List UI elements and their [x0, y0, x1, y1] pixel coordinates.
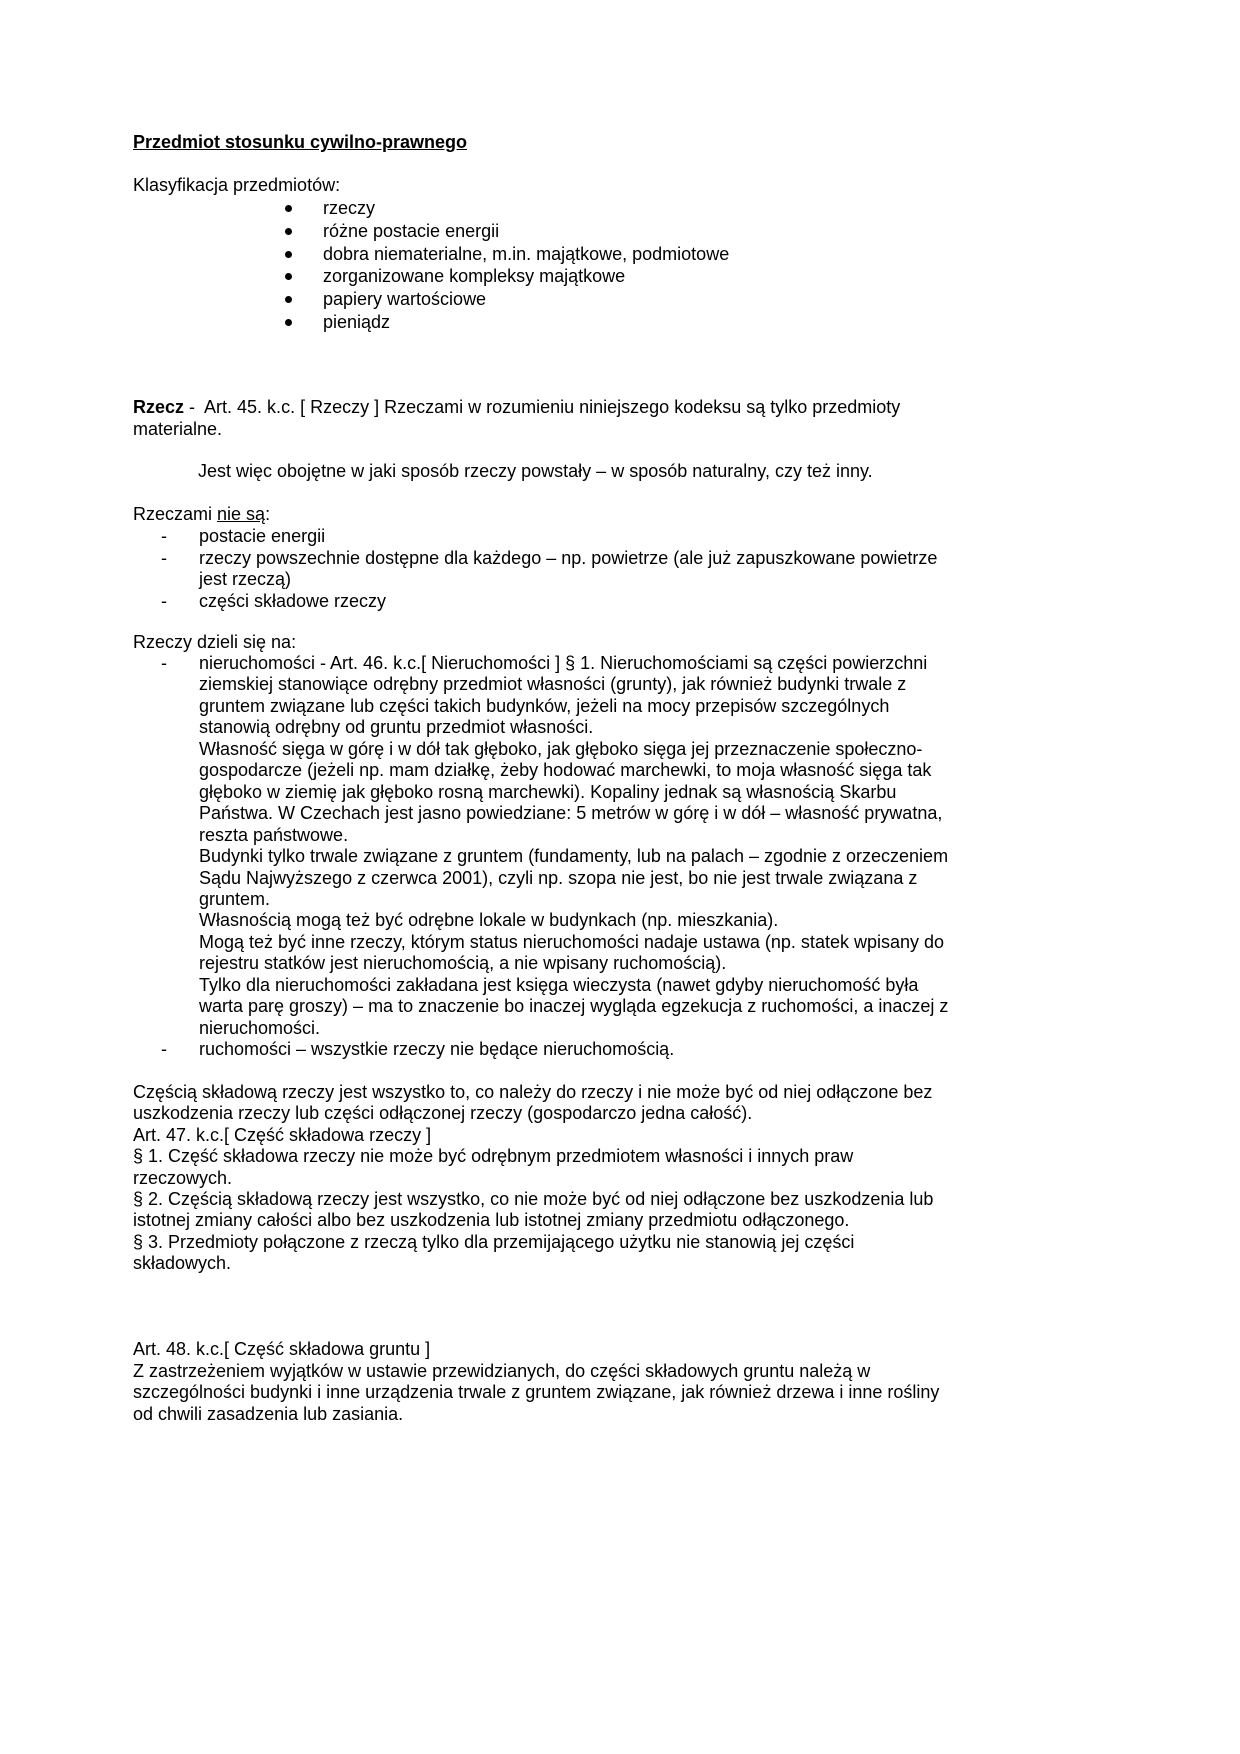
list-item-line: jest rzeczą): [199, 569, 292, 590]
rzecz-note: Jest więc obojętne w jaki sposób rzeczy powstały – w sposób naturalny, czy też inny.: [198, 461, 873, 481]
list-item-text: rzeczy: [323, 198, 376, 218]
paragraph-line: Art. 48. k.c.[ Część składowa gruntu ]: [133, 1339, 431, 1359]
list-item-line: części składowe rzeczy: [199, 590, 387, 611]
list-item-line: Sądu Najwyższego z czerwca 2001), czyli np. szopa nie jest, bo nie jest trwale związana z: [199, 867, 918, 888]
list-item: [161, 526, 937, 548]
bullet-icon: [285, 296, 292, 303]
paragraph-line: Z zastrzeżeniem wyjątków w ustawie przewidzianych, do części składowych gruntu należą w: [133, 1360, 871, 1381]
list-item: [323, 197, 729, 220]
dash-bullet: -: [161, 653, 167, 673]
list-item: [161, 590, 937, 613]
art48-section: [133, 1339, 939, 1425]
list-item-line: nieruchomości.: [199, 1017, 321, 1038]
list-item: [323, 243, 729, 266]
list-item-line: Własnością mogą też być odrębne lokale w budynkach (np. mieszkania).: [199, 910, 779, 931]
rzecz-definition: [133, 397, 900, 440]
list-item-text: różne postacie energii: [323, 220, 500, 241]
heading-underlined: nie są: [217, 504, 266, 524]
list-item-line: ziemskiej stanowiące odrębny przedmiot własności (grunty), jak również budynki trwale z: [199, 674, 907, 695]
list-item-line: rzeczy powszechnie dostępne dla każdego – np. powietrze (ale już zapuszkowane powietrze: [199, 547, 938, 568]
list-item-line: warta parę groszy) – ma to znaczenie bo inaczej wygląda egzekucja z ruchomości, a inaczej z: [199, 996, 949, 1017]
list-item-line: nieruchomości - Art. 46. k.c.[ Nieruchomości ] § 1. Nieruchomościami są części powierzchni: [199, 653, 928, 673]
list-item-line: Mogą też być inne rzeczy, którym status nieruchomości nadaje ustawa (np. statek wpisany do: [199, 931, 945, 952]
heading-text: Rzeczami: [133, 504, 218, 524]
list-item-line: postacie energii: [199, 526, 326, 546]
list-item-line: Tylko dla nieruchomości zakładana jest księga wieczysta (nawet gdyby nieruchomość była: [199, 974, 919, 995]
dash-bullet: -: [161, 547, 167, 568]
document-title: Przedmiot stosunku cywilno-prawnego: [133, 132, 468, 152]
dash-bullet: -: [161, 590, 167, 611]
classification-heading: Klasyfikacja przedmiotów:: [133, 175, 341, 195]
list-item: [161, 547, 938, 591]
list-item-line: stanowią odrębny od gruntu przedmiot własności.: [199, 717, 594, 738]
bullet-icon: [285, 319, 292, 326]
list-item-line: Państwa. W Czechach jest jasno powiedziane: 5 metrów w górę i w dół – własność prywatna,: [199, 803, 943, 824]
components-section: [133, 1082, 933, 1275]
list-item-text: papiery wartościowe: [323, 289, 487, 310]
list-item-line: gospodarcze (jeżeli np. mam działkę, żeby hodować marchewki, to moja własność sięga tak: [199, 760, 932, 781]
list-item-line: ruchomości – wszystkie rzeczy nie będące nieruchomością.: [199, 1039, 675, 1060]
bullet-icon: [285, 273, 292, 280]
paragraph-line: składowych.: [133, 1253, 232, 1274]
paragraph-line: uszkodzenia rzeczy lub części odłączonej rzeczy (gospodarczo jedna całość).: [133, 1103, 753, 1124]
list-item: [161, 1039, 948, 1060]
paragraph-line: Częścią składową rzeczy jest wszystko to, co należy do rzeczy i nie może być od niej odłączone bez: [133, 1082, 933, 1102]
heading-suffix: :: [265, 504, 271, 524]
list-item-line: rejestru statków jest nieruchomością, a nie wpisany ruchomością).: [199, 953, 727, 974]
list-item: [323, 311, 729, 334]
paragraph-line: szczególności budynki i inne urządzenia trwale z gruntem związane, jak również drzewa i inne rośliny: [133, 1382, 940, 1403]
classification-list: [323, 197, 729, 334]
rzecz-term: Rzecz: [133, 397, 185, 417]
list-item: [161, 653, 949, 1039]
list-item-line: gruntem związane lub części takich budynków, jeżeli na mocy przepisów szczególnych: [199, 695, 890, 716]
list-item: [323, 220, 729, 243]
paragraph-line: Art. 47. k.c.[ Część składowa rzeczy ]: [133, 1124, 432, 1145]
division-list: [161, 653, 949, 1061]
list-item-line: gruntem.: [199, 888, 271, 909]
rzecz-line: materialne.: [133, 418, 223, 439]
list-item-line: Budynki tylko trwale związane z gruntem (fundamenty, lub na palach – zgodnie z orzeczeniem: [199, 846, 949, 867]
list-item-line: głęboko w ziemię jak głęboko rosną marchewki). Kopaliny jednak są własnością Skarbu: [199, 781, 897, 802]
rzecz-line: - Art. 45. k.c. [ Rzeczy ] Rzeczami w rozumieniu niniejszego kodeksu są tylko przedmioty: [184, 397, 901, 417]
paragraph-line: rzeczowych.: [133, 1167, 233, 1188]
paragraph-line: § 3. Przedmioty połączone z rzeczą tylko dla przemijającego użytku nie stanowią jej części: [133, 1231, 855, 1252]
paragraph-line: od chwili zasadzenia lub zasiania.: [133, 1403, 404, 1424]
list-item-line: Własność sięga w górę i w dół tak głęboko, jak głęboko sięga jej przeznaczenie społeczno-: [199, 738, 923, 759]
bullet-icon: [285, 205, 292, 212]
paragraph-line: istotnej zmiany całości albo bez uszkodzenia lub istotnej zmiany przedmiotu odłączonego.: [133, 1210, 850, 1231]
not-things-list: [161, 526, 938, 612]
list-item-line: reszta państwowe.: [199, 824, 349, 845]
paragraph-line: § 1. Część składowa rzeczy nie może być odrębnym przedmiotem własności i innych praw: [133, 1146, 854, 1167]
division-heading: Rzeczy dzieli się na:: [133, 632, 297, 652]
bullet-icon: [285, 251, 292, 258]
not-things-heading: [133, 504, 270, 526]
paragraph-line: § 2. Częścią składową rzeczy jest wszystko, co nie może być od niej odłączone bez uszkodzenia lub: [133, 1189, 934, 1210]
list-item: [323, 288, 729, 311]
list-item-text: pieniądz: [323, 311, 391, 332]
list-item-text: zorganizowane kompleksy majątkowe: [323, 266, 626, 287]
list-item-text: dobra niematerialne, m.in. majątkowe, podmiotowe: [323, 243, 730, 264]
list-item: [323, 265, 729, 288]
dash-bullet: -: [161, 526, 167, 546]
bullet-icon: [285, 228, 292, 235]
dash-bullet: -: [161, 1039, 167, 1060]
